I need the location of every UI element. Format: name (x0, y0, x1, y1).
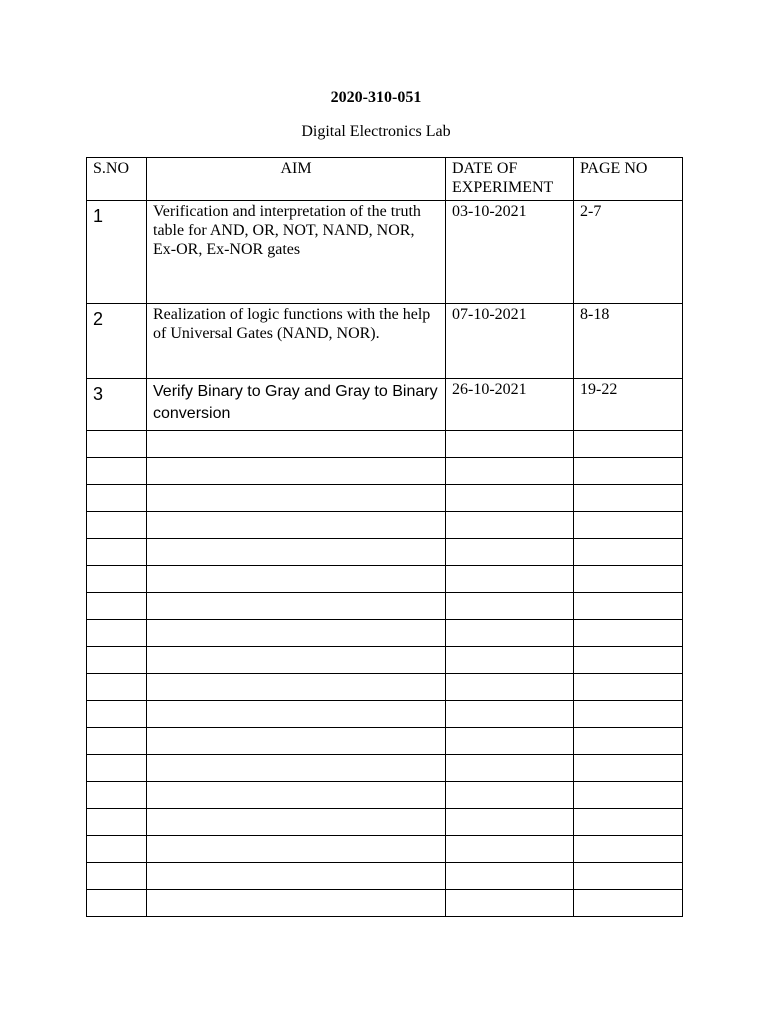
empty-cell (87, 593, 147, 620)
empty-cell (147, 566, 446, 593)
empty-table-row (87, 647, 683, 674)
empty-table-row (87, 836, 683, 863)
empty-cell (446, 431, 574, 458)
empty-cell (574, 890, 683, 917)
empty-cell (446, 566, 574, 593)
empty-cell (147, 620, 446, 647)
empty-table-row (87, 674, 683, 701)
empty-cell (574, 485, 683, 512)
empty-table-row (87, 539, 683, 566)
column-header-date: DATE OF EXPERIMENT (446, 158, 574, 201)
empty-table-row (87, 620, 683, 647)
empty-cell (446, 809, 574, 836)
empty-cell (87, 890, 147, 917)
empty-cell (574, 863, 683, 890)
empty-cell (87, 782, 147, 809)
row-aim: Realization of logic functions with the help of Universal Gates (NAND, NOR). (147, 304, 446, 379)
column-header-sno: S.NO (87, 158, 147, 201)
table-row (87, 304, 683, 379)
empty-cell (574, 539, 683, 566)
empty-cell (147, 863, 446, 890)
empty-cell (574, 755, 683, 782)
empty-cell (574, 593, 683, 620)
empty-cell (574, 431, 683, 458)
column-header-aim: AIM (147, 158, 446, 201)
row-aim: Verify Binary to Gray and Gray to Binary conversion (147, 379, 446, 431)
empty-cell (147, 809, 446, 836)
empty-cell (87, 701, 147, 728)
empty-cell (147, 782, 446, 809)
empty-cell (87, 674, 147, 701)
empty-table-row (87, 755, 683, 782)
empty-cell (87, 836, 147, 863)
empty-cell (147, 647, 446, 674)
empty-table-row (87, 890, 683, 917)
empty-cell (147, 836, 446, 863)
document-id: 2020-310-051 (330, 89, 422, 106)
empty-table-row (87, 566, 683, 593)
table-row (87, 201, 683, 304)
empty-cell (574, 836, 683, 863)
row-date: 26-10-2021 (446, 379, 574, 431)
empty-cell (147, 728, 446, 755)
empty-cell (446, 458, 574, 485)
empty-cell (574, 566, 683, 593)
document-subtitle: Digital Electronics Lab (301, 123, 451, 140)
row-sno: 2 (87, 304, 147, 379)
empty-cell (147, 890, 446, 917)
empty-cell (87, 512, 147, 539)
empty-cell (147, 674, 446, 701)
empty-cell (147, 539, 446, 566)
empty-cell (87, 458, 147, 485)
empty-table-row (87, 458, 683, 485)
row-aim: Verification and interpretation of the truth table for AND, OR, NOT, NAND, NOR, Ex-OR, Ex-NOR gates (147, 201, 446, 304)
empty-cell (147, 458, 446, 485)
empty-cell (87, 566, 147, 593)
empty-cell (574, 809, 683, 836)
empty-cell (574, 620, 683, 647)
empty-cell (446, 485, 574, 512)
empty-table-row (87, 728, 683, 755)
empty-cell (87, 620, 147, 647)
empty-cell (446, 701, 574, 728)
empty-cell (87, 863, 147, 890)
empty-table-row (87, 809, 683, 836)
empty-cell (446, 890, 574, 917)
empty-cell (87, 728, 147, 755)
row-page: 8-18 (574, 304, 683, 379)
empty-cell (574, 647, 683, 674)
empty-cell (446, 647, 574, 674)
empty-cell (147, 512, 446, 539)
row-date: 07-10-2021 (446, 304, 574, 379)
empty-table-row (87, 701, 683, 728)
row-sno: 1 (87, 201, 147, 304)
empty-cell (446, 620, 574, 647)
empty-cell (446, 755, 574, 782)
row-page: 2-7 (574, 201, 683, 304)
empty-cell (446, 593, 574, 620)
empty-cell (87, 539, 147, 566)
empty-cell (87, 485, 147, 512)
empty-cell (574, 458, 683, 485)
empty-table-row (87, 431, 683, 458)
empty-cell (446, 512, 574, 539)
empty-cell (87, 647, 147, 674)
empty-cell (147, 485, 446, 512)
empty-cell (574, 782, 683, 809)
row-sno: 3 (87, 379, 147, 431)
row-date: 03-10-2021 (446, 201, 574, 304)
table-row (87, 379, 683, 431)
empty-cell (446, 674, 574, 701)
empty-cell (574, 701, 683, 728)
empty-cell (87, 809, 147, 836)
empty-cell (87, 431, 147, 458)
table-header-row (87, 158, 683, 201)
empty-cell (147, 431, 446, 458)
empty-cell (446, 863, 574, 890)
empty-cell (574, 728, 683, 755)
empty-cell (87, 755, 147, 782)
empty-table-row (87, 782, 683, 809)
empty-cell (446, 836, 574, 863)
empty-cell (446, 539, 574, 566)
empty-cell (147, 701, 446, 728)
empty-table-row (87, 863, 683, 890)
empty-table-row (87, 512, 683, 539)
empty-cell (574, 512, 683, 539)
column-header-page: PAGE NO (574, 158, 683, 201)
empty-table-row (87, 485, 683, 512)
empty-cell (147, 593, 446, 620)
empty-cell (446, 782, 574, 809)
experiment-index-table (86, 157, 683, 917)
row-page: 19-22 (574, 379, 683, 431)
empty-cell (574, 674, 683, 701)
empty-cell (147, 755, 446, 782)
empty-cell (446, 728, 574, 755)
empty-table-row (87, 593, 683, 620)
